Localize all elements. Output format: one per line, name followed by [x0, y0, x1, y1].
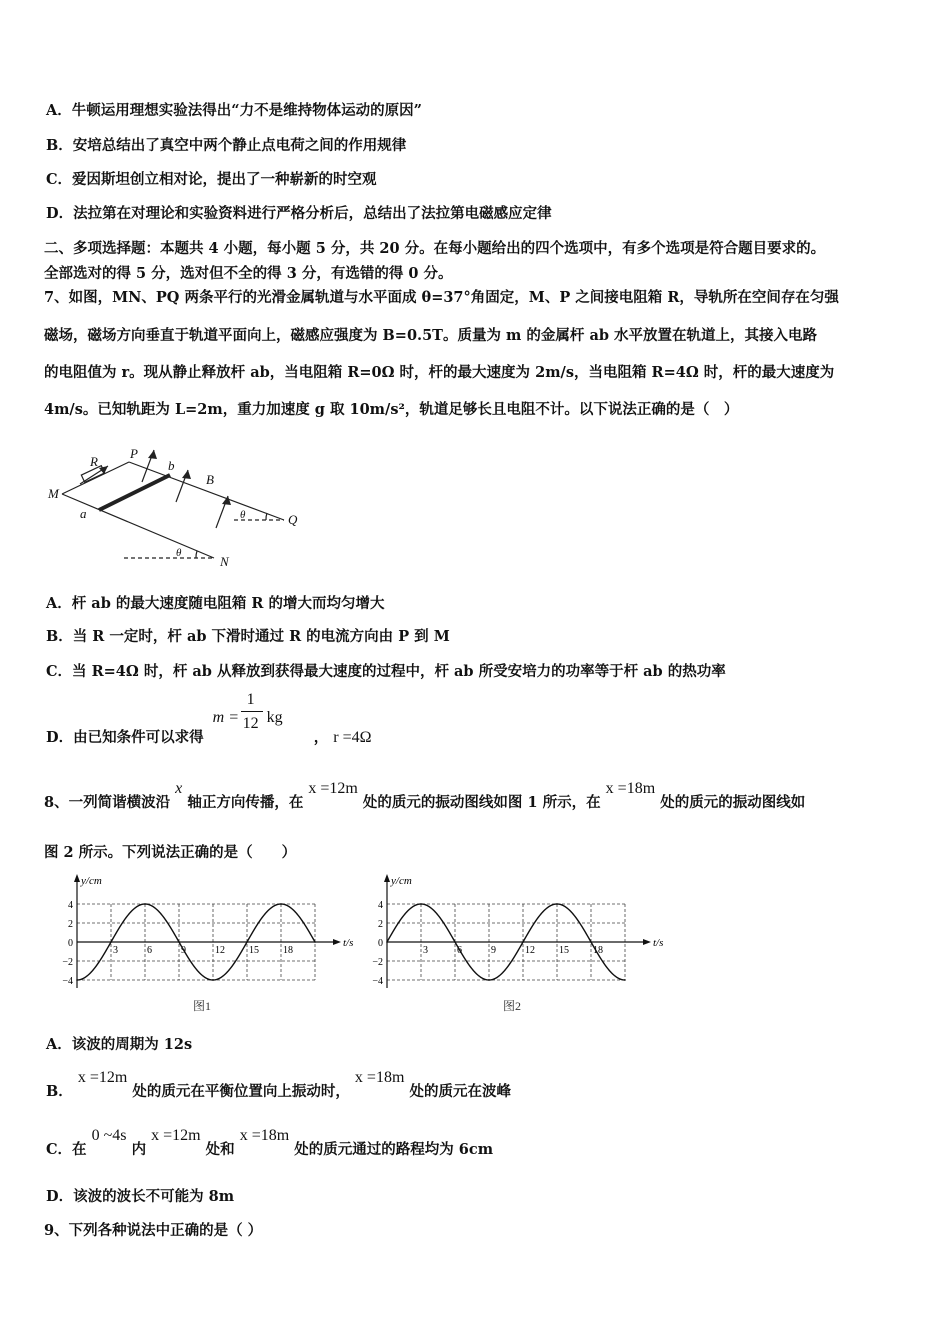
label-theta-n: θ: [176, 547, 182, 559]
x-tick-label: 18: [593, 945, 603, 956]
y-tick-label: 2: [378, 919, 383, 930]
q6-option-a: A．牛顿运用理想实验法得出“力不是维持物体运动的原因”: [46, 102, 422, 119]
q8-x18: x =18m: [605, 780, 656, 797]
label-a: a: [80, 506, 87, 521]
q7-option-b: B．当 R 一定时，杆 ab 下滑时通过 R 的电流方向由 P 到 M: [46, 628, 450, 645]
q8-b-x12: x =12m: [77, 1069, 128, 1086]
q7-d-m: m =: [212, 709, 239, 726]
q7-d-formula: [209, 691, 309, 742]
q8-c-end: 处的质元通过的路程均为 6cm: [294, 1141, 494, 1158]
q8-b-x18: x =18m: [354, 1069, 405, 1086]
data-point: [212, 979, 214, 981]
q8-b-prefix: B．: [46, 1083, 73, 1100]
data-point: [246, 941, 248, 943]
data-point: [522, 941, 524, 943]
vibration-chart-1: [55, 870, 375, 1020]
q7-stem-line4: 4m/s。已知轨距为 L=2m，重力加速度 g 取 10m/s²，轨道足够长且电阻不计。以下说法正确的是（ ）: [44, 401, 739, 418]
q8-x: x: [175, 780, 183, 797]
figure-caption: 图1: [192, 999, 212, 1013]
label-p: P: [130, 446, 138, 461]
data-point: [76, 979, 78, 981]
data-point: [314, 941, 316, 943]
q8-b-end: 处的质元在波峰: [409, 1083, 511, 1100]
section2-heading-line2: 全部选对的得 5 分，选对但不全的得 3 分，有选错的得 0 分。: [44, 265, 453, 282]
x-tick-label: 15: [559, 945, 569, 956]
q7-option-d: [46, 691, 372, 748]
label-r: R: [90, 454, 98, 469]
data-point: [556, 903, 558, 905]
data-point: [420, 903, 422, 905]
q8-stem-line2: 图 2 所示。下列说法正确的是（ ）: [44, 844, 297, 861]
q8-c-and: 处和: [205, 1141, 235, 1158]
y-tick-label: 2: [68, 919, 73, 930]
data-point: [144, 903, 146, 905]
label-n: N: [220, 554, 229, 569]
label-theta-q: θ: [240, 509, 246, 521]
q8-c-in: 内: [131, 1141, 147, 1158]
y-tick-label: −4: [372, 976, 383, 987]
q8-c-x12: x =12m: [151, 1127, 201, 1144]
q7-stem-line3: 的电阻值为 r。现从静止释放杆 ab，当电阻箱 R=0Ω 时，杆的最大速度为 2m/s，当电阻箱 R=4Ω 时，杆的最大速度为: [44, 364, 835, 381]
q7-d-prefix: D．由已知条件可以求得: [46, 729, 204, 746]
x-tick-label: 3: [113, 945, 118, 956]
q6-option-d: D．法拉第在对理论和实验资料进行严格分析后，总结出了法拉第电磁感应定律: [46, 205, 552, 222]
q7-d-denominator: 12: [242, 715, 259, 732]
y-axis-arrow: [74, 874, 80, 882]
q6-option-b: B．安培总结出了真空中两个静止点电荷之间的作用规律: [46, 137, 407, 154]
x-tick-label: 12: [215, 945, 225, 956]
vibration-chart-2: [365, 870, 685, 1020]
angle-arc-q: [266, 513, 267, 520]
arrowhead-2: [182, 470, 191, 479]
section2-heading-line1: 二、多项选择题：本题共 4 小题，每小题 5 分，共 20 分。在每小题给出的四个选项中，有多个选项是符合题目要求的。: [44, 240, 826, 257]
y-tick-label: −2: [62, 957, 73, 968]
data-point: [624, 979, 626, 981]
data-point: [110, 941, 112, 943]
arrowhead-1: [148, 450, 157, 459]
q7-rail-figure: [44, 440, 314, 570]
q7-d-numerator: 1: [246, 691, 255, 708]
q7-d-unit: kg: [266, 709, 283, 726]
angle-arc-n: [196, 551, 197, 558]
x-tick-label: 18: [283, 945, 293, 956]
q8-x12: x =12m: [308, 780, 358, 797]
q8-c-time: 0 ~4s: [91, 1127, 127, 1144]
q7-stem-line1: 7、如图，MN、PQ 两条平行的光滑金属轨道与水平面成 θ=37°角固定，M、P 之间接电阻箱 R，导轨所在空间存在匀强: [44, 289, 839, 306]
x-tick-label: 6: [457, 945, 462, 956]
q7-option-c: C．当 R=4Ω 时，杆 ab 从释放到获得最大速度的过程中，杆 ab 所受安培力的功率等于杆 ab 的热功率: [46, 663, 726, 680]
y-axis-label: y/cm: [391, 875, 412, 887]
q7-stem-line2: 磁场，磁场方向垂直于轨道平面向上，磁感应强度为 B=0.5T。质量为 m 的金属杆 ab 水平放置在轨道上，其接入电路: [44, 327, 818, 344]
data-point: [454, 941, 456, 943]
x-axis-label: t/s: [343, 937, 354, 949]
q7-d-comma: ，: [313, 729, 329, 746]
x-tick-label: 9: [491, 945, 496, 956]
label-field-b: B: [206, 472, 214, 487]
x-tick-label: 15: [249, 945, 259, 956]
label-m: M: [48, 486, 59, 501]
q8-option-b: [46, 1069, 511, 1102]
data-point: [488, 979, 490, 981]
q8-option-d: D．该波的波长不可能为 8m: [46, 1188, 235, 1205]
q8-text-2: 轴正方向传播，在: [187, 794, 304, 811]
x-tick-label: 3: [423, 945, 428, 956]
x-axis-arrow: [333, 939, 341, 945]
rail-pq: [129, 462, 284, 520]
y-tick-label: −4: [62, 976, 73, 987]
x-tick-label: 6: [147, 945, 152, 956]
label-q: Q: [288, 512, 298, 527]
label-b: b: [168, 458, 175, 473]
q6-option-c: C．爱因斯坦创立相对论，提出了一种崭新的时空观: [46, 171, 377, 188]
data-point: [178, 941, 180, 943]
q8-text-3: 处的质元的振动图线如图 1 所示，在: [362, 794, 601, 811]
q7-d-r: r =4Ω: [333, 729, 372, 746]
y-tick-label: 0: [68, 938, 73, 949]
y-tick-label: 4: [378, 900, 383, 911]
q8-stem-line1: [44, 780, 806, 813]
rod-ab: [99, 475, 170, 510]
data-point: [386, 941, 388, 943]
x-axis-label: t/s: [653, 937, 664, 949]
q7-option-a: A．杆 ab 的最大速度随电阻箱 R 的增大而均匀增大: [46, 595, 385, 612]
q8-b-mid: 处的质元在平衡位置向上振动时，: [132, 1083, 350, 1100]
y-tick-label: −2: [372, 957, 383, 968]
q8-c-prefix: C．在: [46, 1141, 87, 1158]
y-axis-arrow: [384, 874, 390, 882]
x-tick-label: 9: [181, 945, 186, 956]
q8-option-a: A．该波的周期为 12s: [46, 1036, 193, 1053]
rail-mn: [62, 494, 214, 558]
q8-option-c: [46, 1127, 494, 1160]
y-tick-label: 0: [378, 938, 383, 949]
data-point: [280, 903, 282, 905]
y-axis-label: y/cm: [81, 875, 102, 887]
data-point: [590, 941, 592, 943]
figure-caption: 图2: [502, 999, 522, 1013]
q8-text-1: 8、一列简谐横波沿: [44, 794, 171, 811]
x-axis-arrow: [643, 939, 651, 945]
q9-stem: 9、下列各种说法中正确的是（ ）: [44, 1222, 263, 1239]
q8-c-x18: x =18m: [239, 1127, 290, 1144]
x-tick-label: 12: [525, 945, 535, 956]
y-tick-label: 4: [68, 900, 73, 911]
q8-text-4: 处的质元的振动图线如: [660, 794, 806, 811]
